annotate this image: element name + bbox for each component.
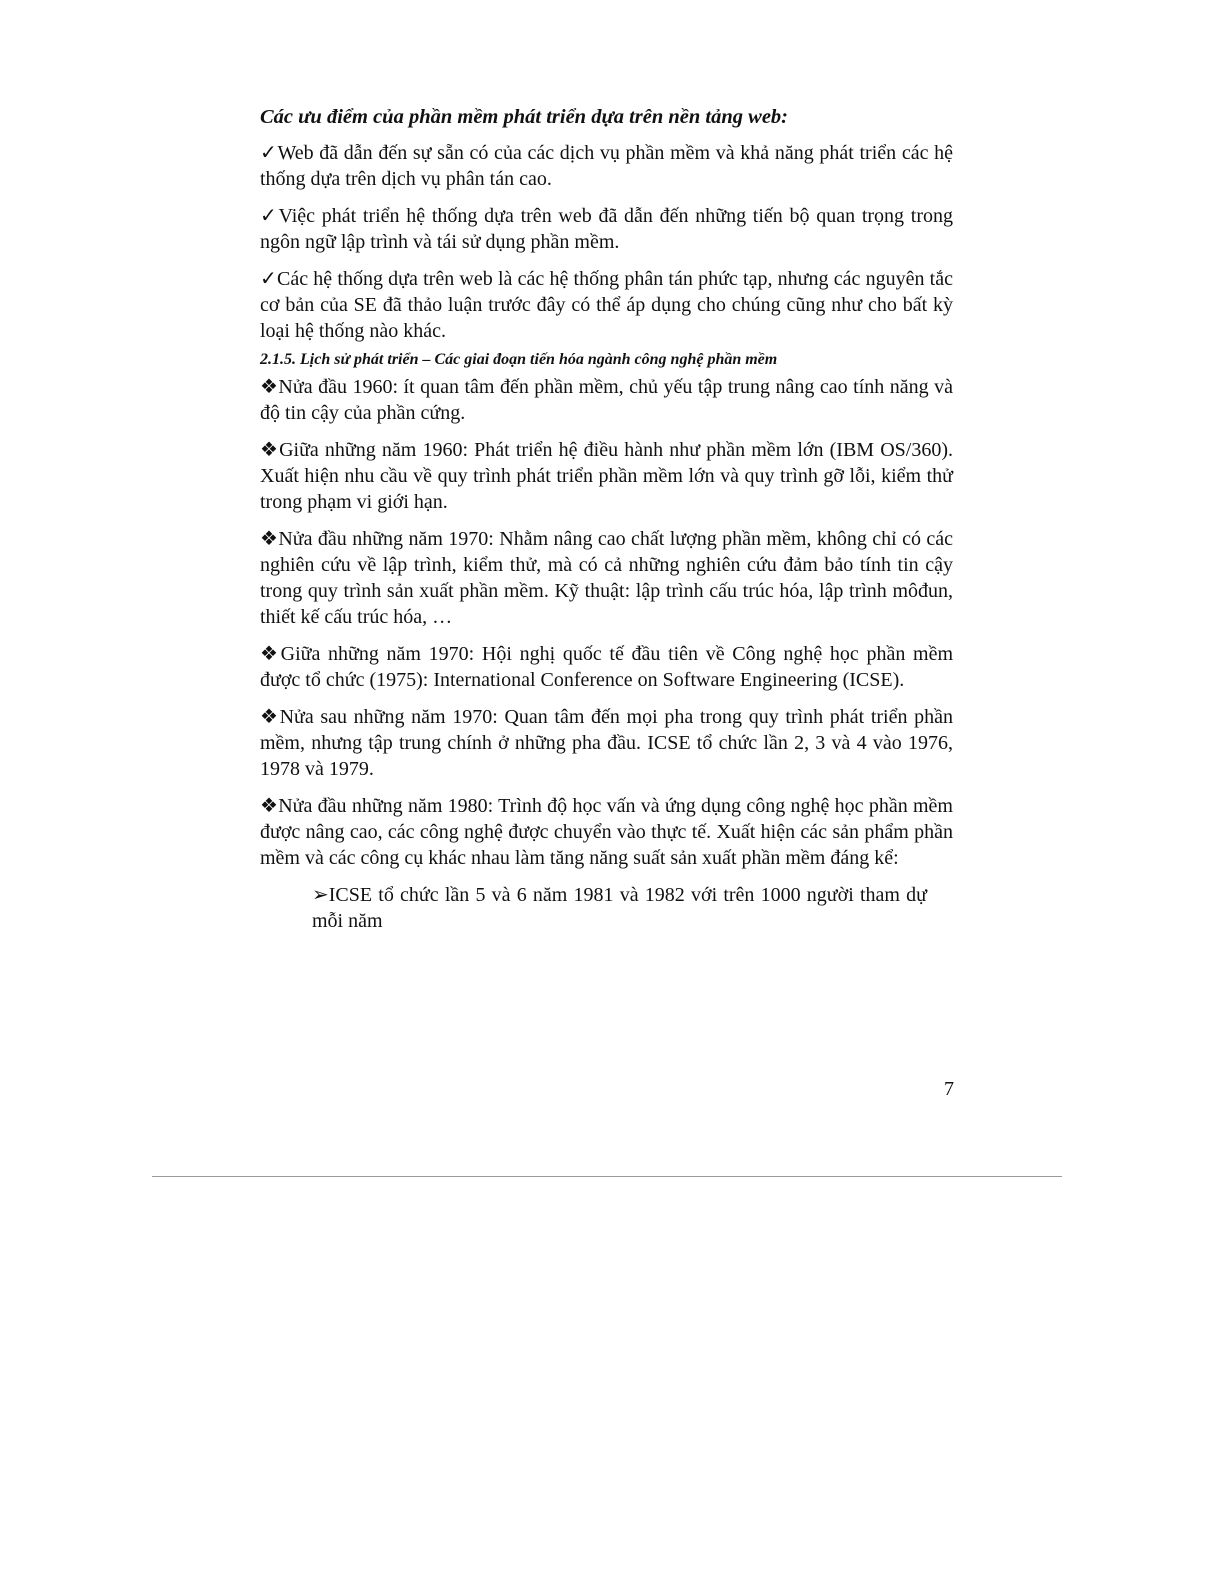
history-point-text: Nửa đầu những năm 1980: Trình độ học vấn và ứng dụng công nghệ học phần mềm được nâng cao, các công nghệ được chuyển vào thực tế. Xuất hiện các sản phẩm phần mềm và các công cụ khác nhau làm tăng năng suất sản xuất phần mềm đáng kể: [260, 795, 953, 869]
diamond-bullet-icon: ❖ [260, 795, 279, 817]
web-advantages-heading: Các ưu điểm của phần mềm phát triển dựa trên nền tảng web: [260, 106, 789, 128]
document-body [260, 104, 953, 934]
diamond-bullet-icon: ❖ [260, 706, 280, 728]
history-point [260, 374, 953, 426]
section-heading: 2.1.5. Lịch sử phát triển – Các giai đoạn tiến hóa ngành công nghệ phần mềm [260, 351, 778, 368]
arrow-bullet-icon: ➢ [312, 884, 329, 906]
sub-point-text: ICSE tổ chức lần 5 và 6 năm 1981 và 1982 với trên 1000 người tham dự mỗi năm [312, 884, 927, 932]
history-point-text: Giữa những năm 1960: Phát triển hệ điều hành như phần mềm lớn (IBM OS/360). Xuất hiện nhu cầu về quy trình phát triển phần mềm lớn và quy trình gỡ lỗi, kiểm thử trong phạm vi giới hạn. [260, 439, 953, 513]
web-point [260, 266, 953, 344]
web-point-text: Các hệ thống dựa trên web là các hệ thống phân tán phức tạp, nhưng các nguyên tắc cơ bản của SE đã thảo luận trước đây có thể áp dụng cho chúng cũng như cho bất kỳ loại hệ thống nào khác. [260, 268, 953, 342]
diamond-bullet-icon: ❖ [260, 643, 281, 665]
history-point-text: Giữa những năm 1970: Hội nghị quốc tế đầu tiên về Công nghệ học phần mềm được tổ chức (1975): International Conference on Software Engineering (ICSE). [260, 643, 953, 691]
sub-point [312, 882, 927, 934]
diamond-bullet-icon: ❖ [260, 439, 280, 461]
history-point-text: Nửa đầu 1960: ít quan tâm đến phần mềm, chủ yếu tập trung nâng cao tính năng và độ tin cậy của phần cứng. [260, 376, 953, 424]
diamond-bullet-icon: ❖ [260, 528, 279, 550]
web-point-text: Web đã dẫn đến sự sẵn có của các dịch vụ phần mềm và khả năng phát triển các hệ thống dựa trên dịch vụ phân tán cao. [260, 142, 953, 190]
history-point [260, 526, 953, 630]
web-point [260, 140, 953, 192]
check-icon: ✓ [260, 205, 279, 227]
history-point-text: Nửa sau những năm 1970: Quan tâm đến mọi pha trong quy trình phát triển phần mềm, nhưng tập trung chính ở những pha đầu. ICSE tổ chức lần 2, 3 và 4 vào 1976, 1978 và 1979. [260, 706, 953, 780]
history-point-text: Nửa đầu những năm 1970: Nhằm nâng cao chất lượng phần mềm, không chỉ có các nghiên cứu về lập trình, kiểm thử, mà có cả những nghiên cứu đảm bảo tính tin cậy trong quy trình sản xuất phần mềm. Kỹ thuật: lập trình cấu trúc hóa, lập trình môđun, thiết kế cấu trúc hóa, … [260, 528, 953, 628]
page-number: 7 [944, 1078, 954, 1100]
page-divider [152, 1176, 1062, 1177]
web-point [260, 203, 953, 255]
history-point [260, 704, 953, 782]
check-icon: ✓ [260, 142, 278, 164]
diamond-bullet-icon: ❖ [260, 376, 279, 398]
history-point [260, 793, 953, 871]
web-point-text: Việc phát triển hệ thống dựa trên web đã dẫn đến những tiến bộ quan trọng trong ngôn ngữ lập trình và tái sử dụng phần mềm. [260, 205, 953, 253]
history-point [260, 437, 953, 515]
history-point [260, 641, 953, 693]
check-icon: ✓ [260, 268, 277, 290]
